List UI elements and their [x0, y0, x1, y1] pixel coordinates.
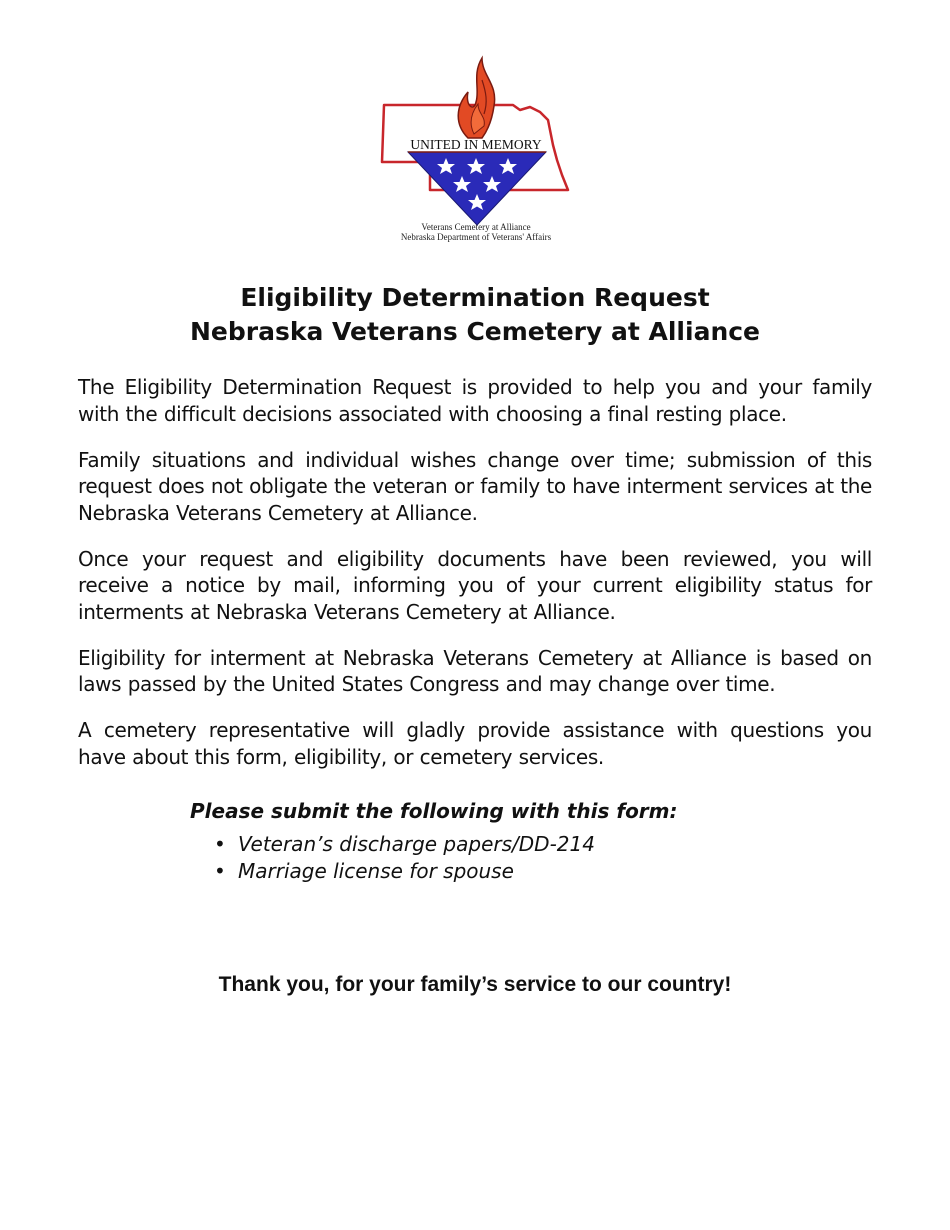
paragraph-intro: The Eligibility Determination Request is provided to help you and your family with the difficult decisions associated with choosing a final resting place.	[78, 375, 872, 426]
submission-list	[190, 831, 790, 885]
paragraph-laws: Eligibility for interment at Nebraska Veterans Cemetery at Alliance is based on laws passed by the United States Congress and may change over time.	[78, 645, 872, 696]
paragraph-obligation: Family situations and individual wishes change over time; submission of this request does not obligate the veteran or family to have interment services at the Nebraska Veterans Cemetery at Alliance.	[78, 447, 872, 525]
nebraska-flag-logo	[370, 50, 580, 245]
logo-motto: UNITED IN MEMORY	[410, 137, 542, 152]
title-line-2: Nebraska Veterans Cemetery at Alliance	[189, 317, 761, 346]
submission-requirements	[190, 797, 790, 885]
list-item	[190, 831, 790, 858]
logo	[370, 50, 580, 245]
logo-line1: Veterans Cemetery at Alliance	[421, 222, 531, 232]
submission-heading: Please submit the following with this form:	[190, 799, 678, 823]
page-title	[0, 281, 950, 349]
logo-line2: Nebraska Department of Veterans' Affairs	[400, 232, 552, 242]
body-text	[78, 374, 872, 790]
paragraph-review: Once your request and eligibility documents have been reviewed, you will receive a notice by mail, informing you of your current eligibility status for interments at Nebraska Veterans Cemetery at Alliance.	[78, 546, 872, 624]
list-item	[190, 858, 790, 885]
bullet-icon: •	[214, 832, 226, 856]
list-item-text: Marriage license for spouse	[238, 859, 514, 883]
flame-icon	[458, 58, 494, 138]
list-item-text: Veteran’s discharge papers/DD-214	[238, 832, 595, 856]
paragraph-assistance: A cemetery representative will gladly provide assistance with questions you have about this form, eligibility, or cemetery services.	[78, 718, 872, 769]
thank-you-message: Thank you, for your family’s service to our country!	[218, 973, 732, 996]
bullet-icon: •	[214, 859, 226, 883]
title-line-1: Eligibility Determination Request	[240, 283, 710, 312]
